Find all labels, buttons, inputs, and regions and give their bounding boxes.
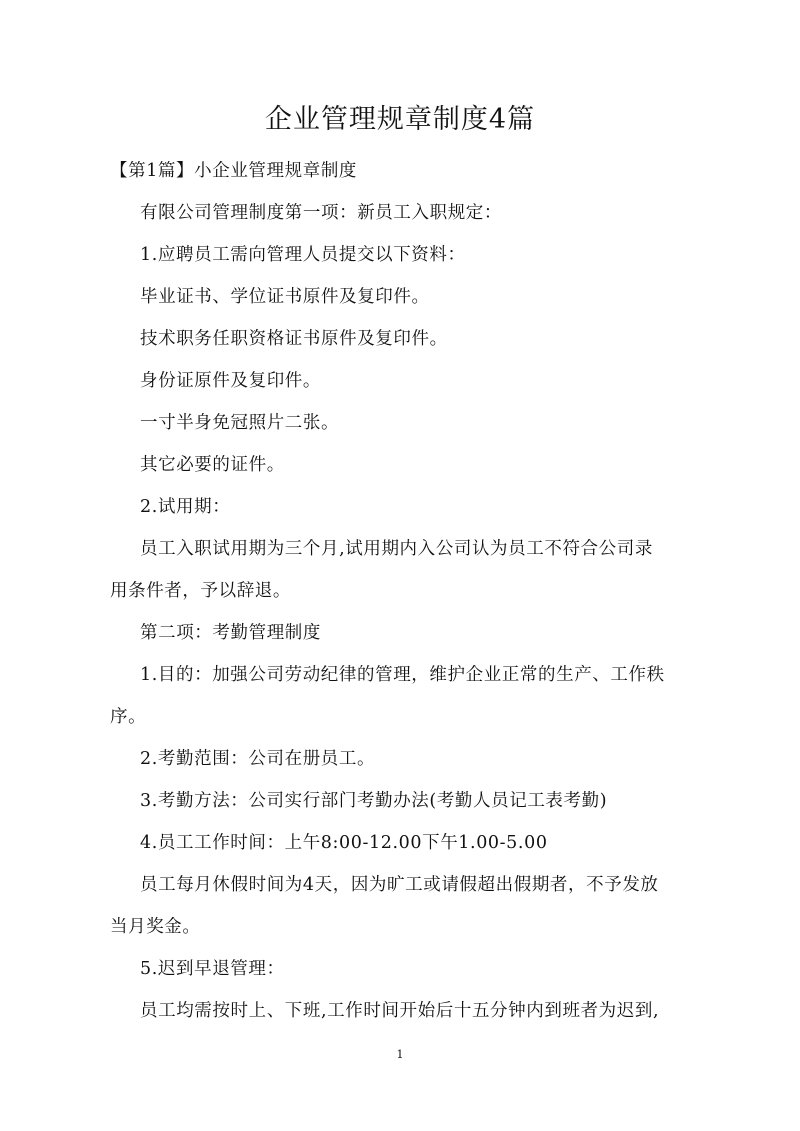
paragraph [110, 444, 700, 486]
paragraph-line: 用条件者，予以辞退。 [110, 581, 291, 601]
paragraph-line: 其它必要的证件。 [140, 455, 285, 475]
paragraph-line: 3.考勤方法：公司实行部门考勤办法(考勤人员记工表考勤) [140, 791, 608, 811]
paragraph [110, 780, 700, 822]
document-title: 企业管理规章制度4篇 [264, 104, 536, 135]
paragraph-line: 第二项：考勤管理制度 [140, 623, 321, 643]
paragraph [110, 318, 700, 360]
paragraph [110, 948, 700, 990]
paragraph-line: 员工均需按时上、下班,工作时间开始后十五分钟内到班者为迟到, [140, 1001, 660, 1021]
paragraph [110, 990, 700, 1032]
paragraph-line: 有限公司管理制度第一项：新员工入职规定： [140, 203, 502, 223]
paragraph-line: 员工入职试用期为三个月,试用期内入公司认为员工不符合公司录 [140, 539, 653, 559]
paragraph [110, 360, 700, 402]
paragraph-line: 身份证原件及复印件。 [140, 371, 321, 391]
paragraph-line: 1.应聘员工需向管理人员提交以下资料： [140, 245, 466, 265]
paragraph [110, 486, 700, 528]
paragraph [110, 738, 700, 780]
paragraph-line: 当月奖金。 [110, 917, 201, 937]
paragraph-line: 2.试用期： [140, 497, 231, 517]
paragraph-line: 技术职务任职资格证书原件及复印件。 [140, 329, 448, 349]
paragraph [110, 528, 700, 612]
paragraph [110, 192, 700, 234]
paragraph [110, 276, 700, 318]
paragraph-line: 一寸半身免冠照片二张。 [140, 413, 340, 433]
paragraph-line: 毕业证书、学位证书原件及复印件。 [140, 287, 430, 307]
paragraph [110, 654, 700, 738]
paragraph-line: 【第1篇】小企业管理规章制度 [110, 161, 358, 181]
paragraph [110, 864, 700, 948]
paragraph [110, 612, 700, 654]
paragraph-line: 1.目的：加强公司劳动纪律的管理，维护企业正常的生产、工作秩 [140, 665, 665, 685]
paragraph [110, 150, 700, 192]
page-number: 1 [396, 1048, 404, 1061]
paragraph [110, 822, 700, 864]
paragraph [110, 402, 700, 444]
paragraph-line: 序。 [110, 707, 147, 727]
paragraph-line: 5.迟到早退管理： [140, 959, 285, 979]
paragraph-line: 2.考勤范围：公司在册员工。 [140, 749, 376, 769]
paragraph-line: 员工每月休假时间为4天，因为旷工或请假超出假期者，不予发放 [140, 875, 659, 895]
paragraph [110, 234, 700, 276]
paragraph-line: 4.员工工作时间：上午8:00-12.00下午1.00-5.00 [140, 833, 548, 853]
